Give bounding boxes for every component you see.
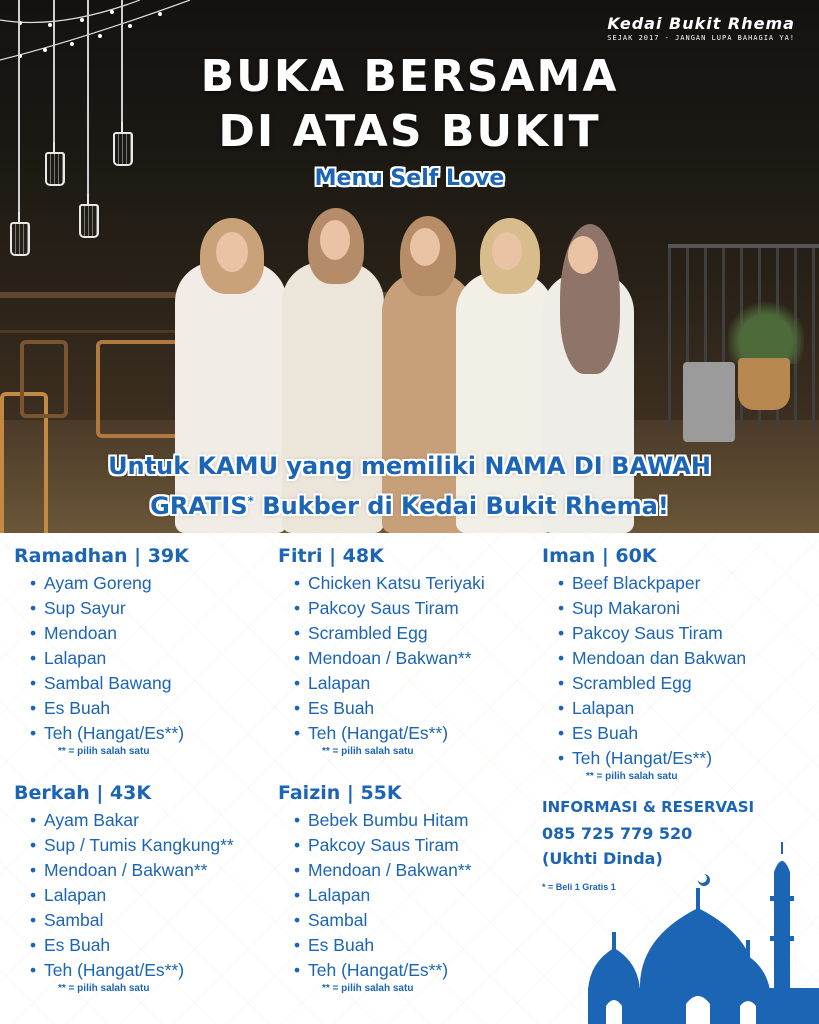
menu-item: • Teh (Hangat/Es**) [308, 721, 485, 746]
menu-item: • Es Buah [44, 696, 189, 721]
page-title: BUKA BERSAMA [200, 51, 619, 102]
menu-note: ** = pilih salah satu [322, 983, 414, 994]
promo-line2 [0, 492, 819, 520]
menu-item: • Pakcoy Saus Tiram [572, 621, 746, 646]
mosque-icon [588, 840, 819, 1024]
menu-item: • Lalapan [308, 883, 471, 908]
footnote: * = Beli 1 Gratis 1 [542, 882, 616, 892]
promo-free: GRATIS [150, 492, 248, 520]
menu-item: • Ayam Goreng [44, 571, 189, 596]
menu-item: • Teh (Hangat/Es**) [308, 958, 471, 983]
menu-title: Iman | 60K [542, 545, 657, 567]
lantern-icon [10, 222, 30, 256]
menu-item: • Es Buah [44, 933, 234, 958]
menu-title: Fitri | 48K [278, 545, 384, 567]
menu-item: • Lalapan [44, 646, 189, 671]
menu-berkah [14, 782, 234, 994]
menu-item: • Mendoan dan Bakwan [572, 646, 746, 671]
menu-item: • Pakcoy Saus Tiram [308, 833, 471, 858]
promo-star: * [247, 494, 254, 508]
menu-title: Berkah | 43K [14, 782, 152, 804]
menu-item: • Ayam Bakar [44, 808, 234, 833]
menu-item: • Bebek Bumbu Hitam [308, 808, 471, 833]
plant [728, 288, 804, 364]
face [216, 232, 248, 272]
promo-rest: Bukber di Kedai Bukit Rhema! [253, 492, 669, 520]
menu-item: • Es Buah [308, 933, 471, 958]
face [492, 232, 522, 270]
menu-item: • Teh (Hangat/Es**) [572, 746, 746, 771]
promo-line1: Untuk KAMU yang memiliki NAMA DI BAWAH [108, 452, 711, 480]
face [320, 220, 350, 260]
menu-item: • Scrambled Egg [308, 621, 485, 646]
contact-name: (Ukhti Dinda) [542, 849, 663, 868]
menu-item: • Mendoan / Bakwan** [308, 858, 471, 883]
lantern-icon [79, 204, 99, 238]
menu-item: • Beef Blackpaper [572, 571, 746, 596]
menu-item: • Mendoan [44, 621, 189, 646]
menu-note: ** = pilih salah satu [58, 983, 150, 994]
menu-item: • Teh (Hangat/Es**) [44, 958, 234, 983]
menu-item: • Es Buah [308, 696, 485, 721]
menu-item: • Scrambled Egg [572, 671, 746, 696]
menu-items [278, 808, 471, 983]
brand-name: Kedai Bukit Rhema [607, 14, 795, 33]
bar-stool [20, 340, 68, 418]
menu-note: ** = pilih salah satu [58, 746, 150, 757]
menu-item: • Lalapan [44, 883, 234, 908]
menu-item: • Lalapan [308, 671, 485, 696]
menu-item: • Sup / Tumis Kangkung** [44, 833, 234, 858]
menu-item: • Mendoan / Bakwan** [44, 858, 234, 883]
menu-title: Ramadhan | 39K [14, 545, 189, 567]
menu-note: ** = pilih salah satu [322, 746, 414, 757]
face [410, 228, 440, 266]
plant-pot [738, 358, 790, 410]
menu-faizin [278, 782, 471, 994]
menu-item: • Mendoan / Bakwan** [308, 646, 485, 671]
menu-title: Faizin | 55K [278, 782, 402, 804]
menu-items [542, 571, 746, 771]
menu-item: • Sup Makaroni [572, 596, 746, 621]
menu-ramadhan [14, 545, 189, 757]
menu-items [14, 571, 189, 746]
menu-item: • Sambal Bawang [44, 671, 189, 696]
trash-bin [683, 362, 735, 442]
menu-item: • Sambal [44, 908, 234, 933]
menu-items [14, 808, 234, 983]
menu-item: • Teh (Hangat/Es**) [44, 721, 189, 746]
menu-iman [542, 545, 746, 782]
menu-item: • Sambal [308, 908, 471, 933]
menu-subtitle: Menu Self Love [314, 166, 505, 191]
menu-item: • Sup Sayur [44, 596, 189, 621]
brand-logo [607, 14, 795, 42]
menu-fitri [278, 545, 485, 757]
menu-item: • Lalapan [572, 696, 746, 721]
info-heading: INFORMASI & RESERVASI [542, 798, 755, 816]
menu-item: • Pakcoy Saus Tiram [308, 596, 485, 621]
page-title-line2: DI ATAS BUKIT [218, 106, 601, 157]
menu-note: ** = pilih salah satu [586, 771, 678, 782]
face [568, 236, 598, 274]
menu-item: • Es Buah [572, 721, 746, 746]
phone-number[interactable]: 085 725 779 520 [542, 824, 693, 843]
brand-tagline: SEJAK 2017 - JANGAN LUPA BAHAGIA YA! [607, 34, 795, 42]
menu-item: • Chicken Katsu Teriyaki [308, 571, 485, 596]
menu-items [278, 571, 485, 746]
